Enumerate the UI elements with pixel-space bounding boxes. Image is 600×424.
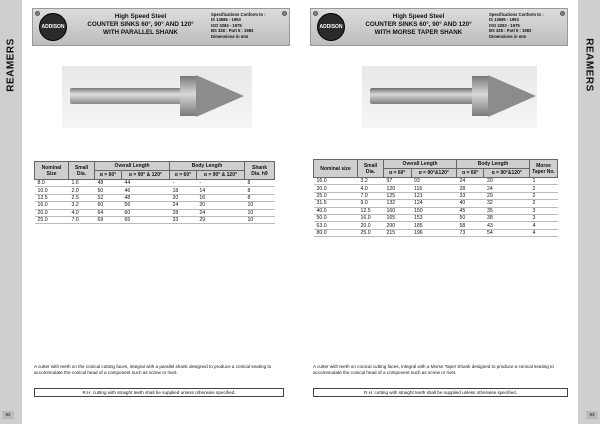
product-photo <box>362 66 537 128</box>
table-row: 16.0 3.2 60 56 24 20 10 <box>35 202 275 209</box>
product-photo <box>62 66 252 128</box>
dimension-table <box>313 159 558 237</box>
morse-taper-shank <box>370 88 474 104</box>
countersink-cone <box>196 75 244 117</box>
table-row: 10.0 2.0 50 46 18 14 8 <box>35 187 275 194</box>
side-label: REAMERS <box>5 38 17 92</box>
dimension-table <box>34 161 275 224</box>
table-row: 63.0 20.0 200 185 58 43 4 <box>314 222 558 229</box>
cutter-body <box>180 76 196 116</box>
countersink-cone <box>488 75 536 117</box>
col-shank-dia: Shank Dia. h9 <box>245 162 275 180</box>
col-small-dia: Small Dia. <box>69 162 95 180</box>
screw-icon <box>313 11 318 16</box>
cutter-body <box>472 76 488 116</box>
side-tab <box>0 0 22 424</box>
col-overall-length: Overall Length <box>384 160 457 169</box>
specifications: Specifications Conform to : IS 13686 - 1993 ISO 3294 - 1975 BS 328 : Part 5 : 1983 Dimensions in mm <box>211 12 266 39</box>
addison-logo: ADDISON <box>39 13 67 41</box>
addison-logo: ADDISON <box>317 13 345 41</box>
page-number: 93 <box>586 411 598 419</box>
parallel-shank <box>70 88 182 104</box>
table-row: 25.0 7.0 69 65 33 29 10 <box>35 216 275 223</box>
col-small-dia: Small Dia. <box>358 160 384 178</box>
subcol-alpha-90-120: α = 90° & 120° <box>121 171 169 180</box>
col-body-length: Body Length <box>456 160 529 169</box>
table-row: 20.0 4.0 120 116 28 24 2 <box>314 185 558 192</box>
page-header <box>32 8 290 46</box>
supply-note: R.H. cutting with straight teeth shall be supplied unless otherwise specified. <box>34 388 284 397</box>
table-row: 40.0 12.5 160 150 45 35 3 <box>314 207 558 214</box>
right-page <box>300 0 600 424</box>
product-title: High Speed Steel COUNTER SINKS 60°, 90° AND 120° WITH PARALLEL SHANK <box>87 13 194 36</box>
col-morse-taper: Morse Taper No. <box>530 160 558 178</box>
product-description: A cutter with teeth on conical cutting faces, integral with a Morse Taper Shank designed to produce a conical seating to accommodate the conical head of a component such as screw or rivet. <box>313 364 554 375</box>
subcol-alpha-60: α = 60° <box>384 169 412 178</box>
col-nominal-size: Nominal Size <box>35 162 69 180</box>
table-row: 8.0 1.6 48 44 - - 8 <box>35 180 275 187</box>
subcol-alpha-60: α = 60° <box>456 169 484 178</box>
side-label: REAMERS <box>583 38 595 92</box>
page-header <box>310 8 568 46</box>
table-row: 31.5 9.0 132 124 40 32 2 <box>314 200 558 207</box>
table-row: 80.0 25.0 215 196 73 54 4 <box>314 229 558 236</box>
table-row: 50.0 16.0 165 153 50 38 3 <box>314 214 558 221</box>
subcol-alpha-90-120: α = 90°&120° <box>484 169 530 178</box>
col-body-length: Body Length <box>169 162 244 171</box>
subcol-alpha-90-120: α = 90°&120° <box>411 169 456 178</box>
col-overall-length: Overall Length <box>95 162 170 171</box>
supply-note: R.H. cutting with straight teeth shall be supplied unless otherwise specified. <box>313 388 568 397</box>
specifications: Specifications Conform to : IS 13685 - 1993 ISO 3293 - 1975 BS 328 : Part 5 : 1983 Dimensions in mm <box>489 12 544 39</box>
screw-icon <box>35 11 40 16</box>
subcol-alpha-90-120: α = 90° & 120° <box>196 171 244 180</box>
subcol-alpha-60: α = 60° <box>169 171 196 180</box>
product-description: A cutter with teeth on the conical cutting faces, integral with a parallel shank designed to produce a conical seating to accommodate the conical head of a component such as screw or rivet. <box>34 364 272 375</box>
col-nominal-size: Nominal size <box>314 160 358 178</box>
table-row: 25.0 7.0 125 121 33 29 2 <box>314 192 558 199</box>
page-number: 92 <box>2 411 14 419</box>
table-row: 20.0 4.0 64 60 28 24 10 <box>35 209 275 216</box>
subcol-alpha-60: α = 60° <box>95 171 122 180</box>
table-row: 12.5 2.5 52 48 20 16 8 <box>35 194 275 201</box>
table-row: 16.0 3.2 97 93 24 20 1 <box>314 178 558 185</box>
side-tab <box>578 0 600 424</box>
product-title: High Speed Steel COUNTER SINKS 60°, 90° AND 120° WITH MORSE TAPER SHANK <box>365 13 472 36</box>
